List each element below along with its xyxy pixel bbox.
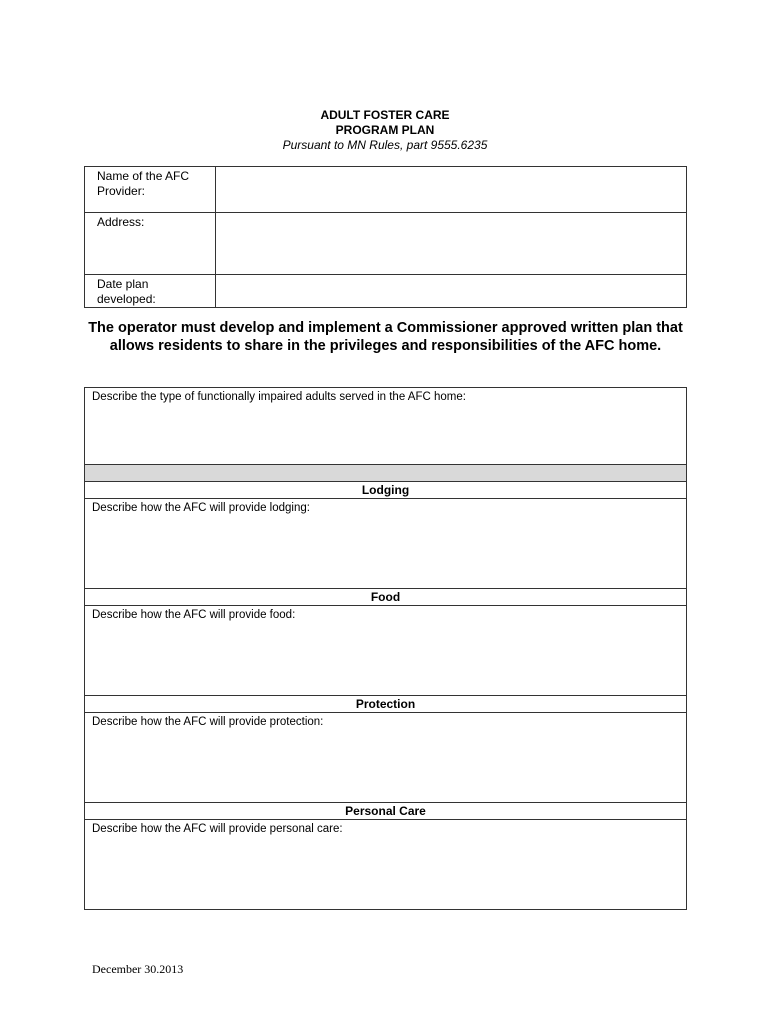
personal-care-field[interactable] (85, 819, 686, 909)
lodging-heading: Lodging (85, 481, 686, 498)
date-developed-label: Date plan developed: (85, 275, 216, 308)
date-developed-field[interactable] (216, 275, 687, 308)
impaired-adults-prompt: Describe the type of functionally impaired adults served in the AFC home: (92, 391, 466, 403)
personal-care-heading: Personal Care (85, 802, 686, 819)
lodging-field[interactable] (85, 498, 686, 588)
form-title: ADULT FOSTER CARE (320, 108, 450, 122)
address-field[interactable] (216, 213, 687, 275)
personal-care-prompt: Describe how the AFC will provide personal care: (92, 823, 343, 835)
lodging-prompt: Describe how the AFC will provide lodging: (92, 502, 310, 514)
protection-heading: Protection (85, 695, 686, 712)
impaired-adults-field[interactable] (85, 388, 686, 464)
provider-name-field[interactable] (216, 167, 687, 213)
food-prompt: Describe how the AFC will provide food: (92, 609, 296, 621)
footer-date: December 30.2013 (92, 962, 184, 976)
address-label: Address: (85, 213, 216, 275)
section-divider (85, 464, 686, 481)
provider-name-label: Name of the AFC Provider: (85, 167, 216, 213)
protection-prompt: Describe how the AFC will provide protection: (92, 716, 324, 728)
food-field[interactable] (85, 605, 686, 695)
program-plan-table (84, 387, 687, 910)
protection-field[interactable] (85, 712, 686, 802)
plan-requirement-statement: The operator must develop and implement a Commissioner approved written plan that allows residents to share in the privileges and responsibilities of the AFC home. (88, 320, 683, 354)
food-heading: Food (85, 588, 686, 605)
form-subtitle: PROGRAM PLAN (335, 123, 435, 137)
provider-info-table (84, 166, 687, 308)
rule-reference: Pursuant to MN Rules, part 9555.6235 (282, 138, 488, 152)
